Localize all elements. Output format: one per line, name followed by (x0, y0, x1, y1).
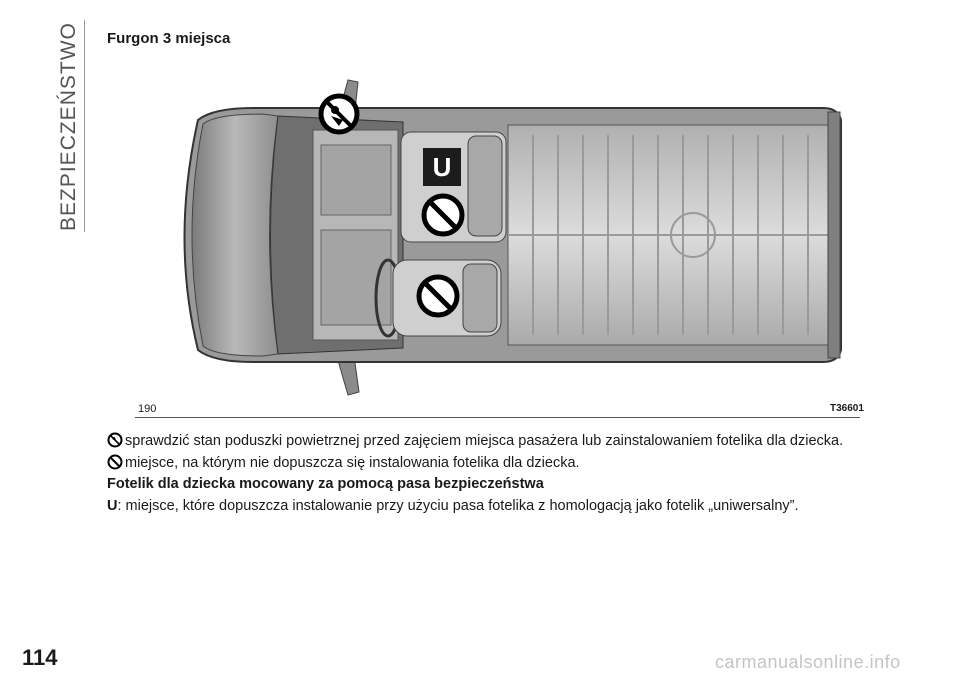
van-top-view (103, 50, 863, 420)
universal-seat-note-text: : miejsce, które dopuszcza instalowanie przy użyciu pasa fotelika z homologacją jako fotelik „uniwersalny”. (117, 498, 799, 514)
universal-seat-key: U (107, 498, 118, 514)
prohibited-legend (107, 453, 580, 473)
watermark: carmanualsonline.info (715, 652, 901, 672)
page-heading: Furgon 3 miejsca (107, 30, 231, 47)
section-divider (84, 20, 85, 232)
section-side-title (54, 22, 84, 232)
section-title-text: BEZPIECZEŃSTWO (57, 22, 80, 231)
page-number: 114 (22, 645, 58, 670)
universal-seat-label: U (432, 152, 452, 182)
van-seating-diagram (103, 50, 863, 420)
prohibited-icon (107, 454, 123, 470)
prohibited-icon (424, 196, 462, 234)
prohibited-icon (419, 277, 457, 315)
universal-seat-note (107, 496, 799, 516)
airbag-legend (107, 431, 843, 451)
subheading: Fotelik dla dziecka mocowany za pomocą pasa bezpieczeństwa (107, 476, 544, 492)
airbag-warning-icon (107, 432, 123, 448)
figure-rule (135, 417, 860, 418)
prohibited-legend-text: miejsce, na którym nie dopuszcza się instalowania fotelika dla dziecka. (125, 455, 580, 471)
airbag-warning-icon (321, 96, 357, 132)
figure-number: 190 (138, 403, 157, 415)
figure-code: T36601 (830, 403, 864, 414)
airbag-legend-text: sprawdzić stan poduszki powietrznej przed zajęciem miejsca pasażera lub zainstalowaniem fotelika dla dziecka. (125, 433, 844, 449)
